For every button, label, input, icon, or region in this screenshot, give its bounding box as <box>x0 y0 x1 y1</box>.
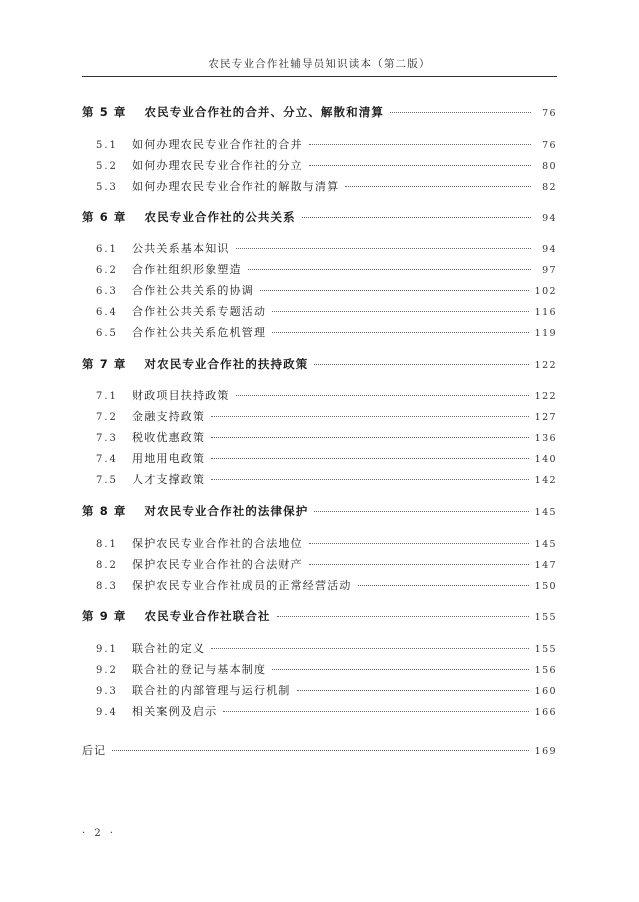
header-rule <box>82 76 557 77</box>
page-number: 102 <box>534 286 557 297</box>
dot-leader <box>260 290 529 291</box>
toc-chapter-5[interactable] <box>82 104 557 120</box>
section-number: 6.1 <box>96 244 118 255</box>
section-title: 合作社公共关系专题活动 <box>132 305 267 318</box>
toc-section-6-3[interactable] <box>82 282 557 298</box>
toc-section-8-1[interactable] <box>82 535 557 551</box>
toc-section-5-2[interactable] <box>82 157 557 173</box>
toc-chapter-7[interactable] <box>82 356 557 372</box>
dot-leader <box>297 690 529 691</box>
page-number: 142 <box>534 475 557 486</box>
dot-leader <box>277 616 529 617</box>
toc-section-6-4[interactable] <box>82 303 557 319</box>
page-number: 145 <box>534 539 557 550</box>
toc-section-9-4[interactable] <box>82 703 557 719</box>
page-number: 160 <box>534 686 557 697</box>
page-number: 169 <box>534 746 557 757</box>
section-title: 如何办理农民专业合作社的合并 <box>132 138 303 151</box>
dot-leader <box>272 332 528 333</box>
section-number: 7.3 <box>96 433 118 444</box>
toc-section-6-1[interactable] <box>82 240 557 256</box>
section-title: 联合社的定义 <box>132 642 206 655</box>
dot-leader <box>309 564 529 565</box>
section-title: 财政项目扶持政策 <box>132 389 230 402</box>
page-number: 155 <box>534 644 557 655</box>
section-title: 联合社的内部管理与运行机制 <box>132 684 291 697</box>
page-number: 140 <box>534 454 557 465</box>
page-number: 147 <box>534 560 557 571</box>
toc-section-8-2[interactable] <box>82 556 557 572</box>
section-number: 5.1 <box>96 140 118 151</box>
page-number: 76 <box>542 108 557 119</box>
section-title: 税收优惠政策 <box>132 431 206 444</box>
chapter-number: 第 7 章 <box>82 357 127 371</box>
toc-section-7-1[interactable] <box>82 387 557 403</box>
dot-leader <box>211 479 528 480</box>
dot-leader <box>309 144 531 145</box>
toc-chapter-8[interactable] <box>82 503 557 519</box>
section-number: 8.3 <box>96 581 118 592</box>
toc-section-6-2[interactable] <box>82 261 557 277</box>
toc-afterword[interactable] <box>82 742 557 758</box>
page-number: 94 <box>542 244 557 255</box>
section-number: 5.3 <box>96 182 118 193</box>
section-number: 9.1 <box>96 644 118 655</box>
section-title: 金融支持政策 <box>132 410 206 423</box>
chapter-title: 农民专业合作社的合并、分立、解散和清算 <box>144 105 384 119</box>
toc-section-9-2[interactable] <box>82 661 557 677</box>
chapter-title: 农民专业合作社的公共关系 <box>144 210 296 224</box>
toc-section-5-1[interactable] <box>82 136 557 152</box>
toc-section-6-5[interactable] <box>82 324 557 340</box>
section-title: 合作社公共关系的协调 <box>132 284 254 297</box>
section-number: 5.2 <box>96 161 118 172</box>
dot-leader <box>358 585 529 586</box>
section-title: 用地用电政策 <box>132 452 206 465</box>
toc-section-8-3[interactable] <box>82 577 557 593</box>
section-number: 7.5 <box>96 475 118 486</box>
dot-leader <box>314 511 528 512</box>
section-title: 联合社的登记与基本制度 <box>132 663 267 676</box>
section-number: 8.2 <box>96 560 118 571</box>
dot-leader <box>302 217 531 218</box>
running-header: 农民专业合作社辅导员知识读本（第二版） <box>208 58 431 70</box>
toc-section-7-3[interactable] <box>82 429 557 445</box>
section-title: 保护农民专业合作社成员的正常经营活动 <box>132 579 352 592</box>
page-number: 122 <box>534 360 557 371</box>
dot-leader <box>390 112 531 113</box>
dot-leader <box>272 311 528 312</box>
toc-section-7-4[interactable] <box>82 450 557 466</box>
section-number: 6.3 <box>96 286 118 297</box>
toc-section-7-2[interactable] <box>82 408 557 424</box>
section-number: 6.2 <box>96 265 118 276</box>
dot-leader <box>248 269 531 270</box>
chapter-number: 第 9 章 <box>82 609 127 623</box>
page-number: 166 <box>534 707 557 718</box>
dot-leader <box>211 458 528 459</box>
dot-leader <box>345 186 531 187</box>
section-number: 9.4 <box>96 707 118 718</box>
afterword-title: 后记 <box>82 744 106 757</box>
page-number: 156 <box>534 665 557 676</box>
section-number: 7.2 <box>96 412 118 423</box>
section-title: 公共关系基本知识 <box>132 242 230 255</box>
section-number: 7.4 <box>96 454 118 465</box>
section-title: 合作社组织形象塑造 <box>132 263 242 276</box>
section-title: 保护农民专业合作社的合法地位 <box>132 537 303 550</box>
dot-leader <box>236 395 529 396</box>
section-title: 人才支撑政策 <box>132 473 206 486</box>
page-number: 119 <box>534 328 557 339</box>
dot-leader <box>236 248 531 249</box>
toc-chapter-9[interactable] <box>82 608 557 624</box>
page-number: 155 <box>534 612 557 623</box>
section-number: 6.4 <box>96 307 118 318</box>
page-number: 80 <box>542 161 557 172</box>
dot-leader <box>112 750 529 751</box>
chapter-title: 对农民专业合作社的法律保护 <box>144 504 309 518</box>
section-number: 7.1 <box>96 391 118 402</box>
page-number: 97 <box>542 265 557 276</box>
toc-section-7-5[interactable] <box>82 471 557 487</box>
dot-leader <box>272 669 528 670</box>
chapter-number: 第 8 章 <box>82 504 127 518</box>
page-number: 94 <box>542 213 557 224</box>
dot-leader <box>309 543 529 544</box>
toc-section-9-1[interactable] <box>82 640 557 656</box>
dot-leader <box>223 711 528 712</box>
section-title: 相关案例及启示 <box>132 705 218 718</box>
dot-leader <box>211 416 528 417</box>
section-title: 保护农民专业合作社的合法财产 <box>132 558 303 571</box>
chapter-number: 第 5 章 <box>82 105 127 119</box>
section-title: 合作社公共关系危机管理 <box>132 326 267 339</box>
page-number: 76 <box>542 140 557 151</box>
chapter-title: 对农民专业合作社的扶持政策 <box>144 357 309 371</box>
section-number: 8.1 <box>96 539 118 550</box>
page-number: 136 <box>534 433 557 444</box>
section-number: 6.5 <box>96 328 118 339</box>
chapter-title: 农民专业合作社联合社 <box>144 609 271 623</box>
section-title: 如何办理农民专业合作社的分立 <box>132 159 303 172</box>
section-number: 9.2 <box>96 665 118 676</box>
chapter-number: 第 6 章 <box>82 210 127 224</box>
footer-page-number: · 2 · <box>82 828 117 839</box>
dot-leader <box>211 437 528 438</box>
section-number: 9.3 <box>96 686 118 697</box>
toc-section-9-3[interactable] <box>82 682 557 698</box>
dot-leader <box>211 648 528 649</box>
toc-chapter-6[interactable] <box>82 209 557 225</box>
section-title: 如何办理农民专业合作社的解散与清算 <box>132 180 340 193</box>
dot-leader <box>314 364 528 365</box>
page-number: 122 <box>534 391 557 402</box>
page-number: 82 <box>542 182 557 193</box>
page-number: 150 <box>534 581 557 592</box>
page-number: 145 <box>534 507 557 518</box>
page-number: 116 <box>534 307 557 318</box>
dot-leader <box>309 165 531 166</box>
page-number: 127 <box>534 412 557 423</box>
toc-section-5-3[interactable] <box>82 178 557 194</box>
